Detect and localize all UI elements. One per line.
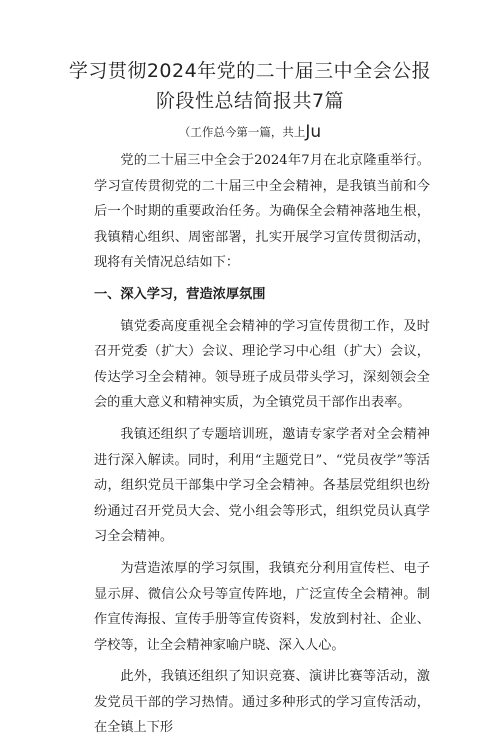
document-body: [94, 148, 430, 747]
document-title-line-2: 阶段性总结简报共7篇: [155, 90, 345, 112]
document-note: [0, 122, 500, 142]
document-note-text: （工作总今第一篇，共上: [178, 125, 306, 139]
paragraph-intro: 党的二十届三中全会于2024年7月在北京隆重举行。学习宣传贯彻党的二十届三中全会精神，是我镇当前和今后一个时期的重要政治任务。为确保全会精神落地生根，我镇精心组织、周密部署，扎实开展学习宣传贯彻活动，现将有关情况总结如下：: [94, 153, 430, 271]
section-heading-1: 一、深入学习，营造浓厚氛围: [94, 286, 266, 302]
paragraph-3: 我镇还组织了专题培训班，邀请专家学者对全会精神进行深入解读。同时，利用“主题党日”、“党员夜学”等活动，组织党员干部集中学习全会精神。各基层党组织也纷纷通过召开党员大会、党小组会等形式，组织党员认真学习全会精神。: [94, 426, 430, 545]
paragraph-5: 此外，我镇还组织了知识竞赛、演讲比赛等活动，激发党员干部的学习热情。通过多种形式的学习宣传活动，在全镇上下形: [94, 669, 430, 736]
document-note-tail: Ju: [305, 122, 322, 142]
paragraph-2: 镇党委高度重视全会精神的学习宣传贯彻工作，及时召开党委（扩大）会议、理论学习中心组（扩大）会议，传达学习全会精神。领导班子成员带头学习，深刻领会全会的重大意义和精神实质，为全镇党员干部作出表率。: [94, 318, 430, 411]
document-title-line-1: 学习贯彻2024年党的二十届三中全会公报: [68, 60, 432, 82]
paragraph-4: 为营造浓厚的学习氛围，我镇充分利用宣传栏、电子显示屏、微信公众号等宣传阵地，广泛宣传全会精神。制作宣传海报、宣传手册等宣传资料，发放到村社、企业、学校等，让全会精神家喻户晓、深入人心。: [94, 560, 430, 653]
